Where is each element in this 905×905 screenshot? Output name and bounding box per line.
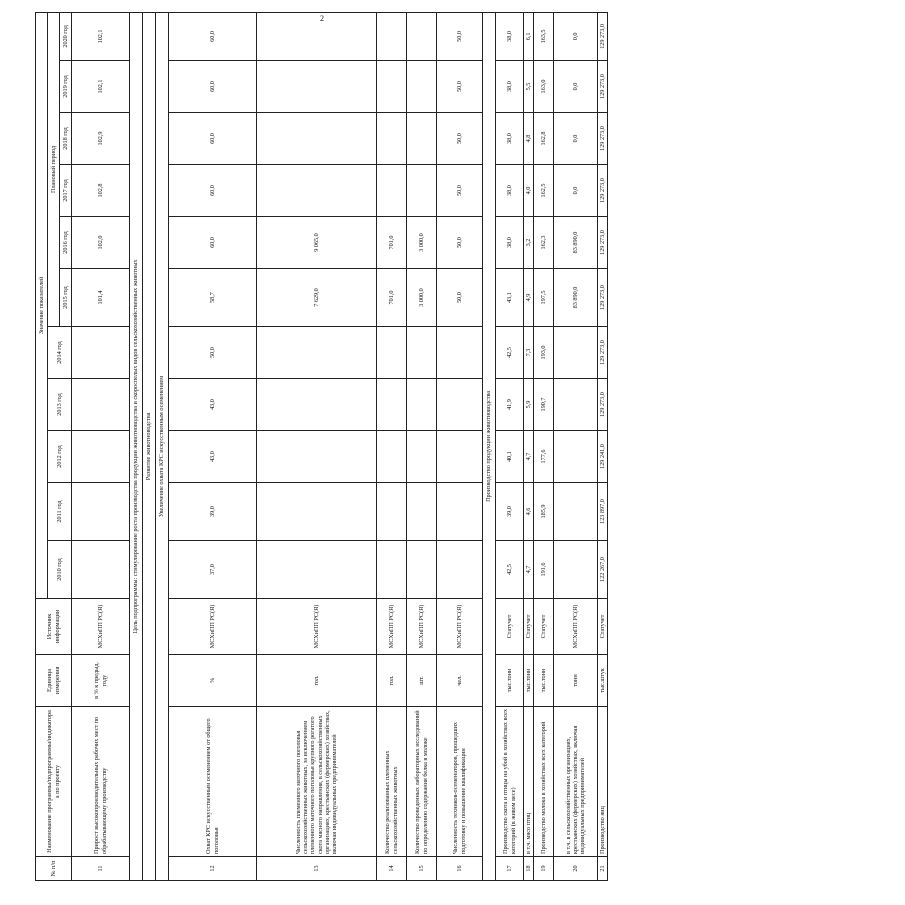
table-row xyxy=(257,12,377,880)
row-value: 43,0 xyxy=(169,431,257,483)
row-source: МСХиПП РС(Я) xyxy=(377,599,407,655)
row-value: 38,0 xyxy=(496,12,524,60)
row-value: 122 267,0 xyxy=(598,541,608,599)
header-plan-group: Плановый период xyxy=(48,12,60,326)
row-value: 43,0 xyxy=(169,379,257,431)
row-value: 129 273,0 xyxy=(598,379,608,431)
row-value: 197,5 xyxy=(534,269,554,327)
row-value: 7,3 xyxy=(524,327,534,379)
row-value: 60,0 xyxy=(169,217,257,269)
row-name: Производство яиц xyxy=(598,707,608,857)
row-value: 6,1 xyxy=(524,12,534,60)
table-row xyxy=(407,12,437,880)
row-number: 13 xyxy=(257,857,377,881)
row-value xyxy=(407,12,437,60)
row-value: 101,4 xyxy=(72,269,130,327)
row-value: 40,1 xyxy=(496,431,524,483)
indicators-table xyxy=(35,12,608,881)
row-value xyxy=(377,541,407,599)
row-source: Статучет xyxy=(496,599,524,655)
row-value: 123 897,0 xyxy=(598,483,608,541)
section-production-row xyxy=(483,12,496,880)
row-name: Количество реализованных племенных сельскохозяйственных животных xyxy=(377,707,407,857)
row-value: 50,0 xyxy=(437,61,483,113)
row-value xyxy=(257,379,377,431)
row-unit: тыс.штук xyxy=(598,655,608,707)
table-row xyxy=(169,12,257,880)
row-unit: тыс.тонн xyxy=(524,655,534,707)
row-value xyxy=(377,61,407,113)
row-number: 19 xyxy=(534,857,554,881)
row-value xyxy=(377,327,407,379)
row-value: 50,0 xyxy=(437,165,483,217)
row-value xyxy=(257,431,377,483)
row-value: 43,1 xyxy=(496,269,524,327)
row-value xyxy=(407,379,437,431)
table-row xyxy=(496,12,524,880)
table-row xyxy=(534,12,554,880)
row-number: 15 xyxy=(407,857,437,881)
row-value xyxy=(407,431,437,483)
row-value xyxy=(72,541,130,599)
row-value: 60,0 xyxy=(169,113,257,165)
row-value: 60,0 xyxy=(169,165,257,217)
row-value: 129 273,0 xyxy=(598,217,608,269)
row-value: 129 273,0 xyxy=(598,165,608,217)
row-value: 701,0 xyxy=(377,217,407,269)
row-value xyxy=(377,483,407,541)
row-number: 11 xyxy=(72,857,130,881)
row-value xyxy=(407,113,437,165)
row-value: 9 065,0 xyxy=(257,217,377,269)
row-value xyxy=(72,379,130,431)
row-value: 3 000,0 xyxy=(407,269,437,327)
row-value: 0,0 xyxy=(554,165,598,217)
row-value: 129 273,0 xyxy=(598,12,608,60)
row-name: Производство молока в хозяйствах всех категорий xyxy=(534,707,554,857)
table-row xyxy=(598,12,608,880)
header-year-2011: 2011 год xyxy=(48,483,72,541)
row-value xyxy=(377,12,407,60)
row-value: 191,6 xyxy=(534,541,554,599)
row-unit: % xyxy=(169,655,257,707)
row-value: 50,0 xyxy=(437,217,483,269)
row-value: 4,7 xyxy=(524,541,534,599)
row-value xyxy=(437,541,483,599)
row-value: 38,0 xyxy=(496,61,524,113)
row-value: 58,7 xyxy=(169,269,257,327)
header-year-2013: 2013 год xyxy=(48,379,72,431)
row-value: 39,0 xyxy=(496,483,524,541)
row-source: Статучет xyxy=(524,599,534,655)
row-value: 50,0 xyxy=(437,12,483,60)
row-value: 4,7 xyxy=(524,431,534,483)
row-value: 5,5 xyxy=(524,61,534,113)
row-value: 163,5 xyxy=(534,12,554,60)
row-number: 18 xyxy=(524,857,534,881)
header-source: Источник информации xyxy=(36,599,72,655)
row-value xyxy=(72,483,130,541)
row-value: 50,0 xyxy=(437,269,483,327)
row-name: Численность техников-осеменаторов, прошедших подготовку и повышение квалификации xyxy=(437,707,483,857)
row-value: 50,0 xyxy=(169,327,257,379)
row-value xyxy=(257,113,377,165)
section-insemination-row xyxy=(156,12,169,880)
row-source: МСХиПП РС(Я) xyxy=(407,599,437,655)
row-value: 4,9 xyxy=(524,269,534,327)
header-year-2015: 2015 год xyxy=(60,269,72,327)
row-value xyxy=(407,327,437,379)
row-source: МСХиПП РС(Я) xyxy=(437,599,483,655)
row-unit: в % к предыд. году xyxy=(72,655,130,707)
row-value: 42,5 xyxy=(496,541,524,599)
row-value: 39,0 xyxy=(169,483,257,541)
row-value: 162,8 xyxy=(534,113,554,165)
row-source: Статучет xyxy=(534,599,554,655)
header-year-2010: 2010 год xyxy=(48,541,72,599)
row-value: 102,8 xyxy=(72,165,130,217)
row-value: 50,0 xyxy=(437,113,483,165)
row-value xyxy=(407,165,437,217)
row-value xyxy=(437,483,483,541)
row-value: 0,0 xyxy=(554,12,598,60)
row-value: 60,0 xyxy=(169,61,257,113)
row-value: 38,0 xyxy=(496,217,524,269)
row-value: 177,6 xyxy=(534,431,554,483)
header-year-2020: 2020 год xyxy=(60,12,72,60)
row-unit: тыс.тонн xyxy=(496,655,524,707)
row-value xyxy=(437,431,483,483)
header-year-2012: 2012 год xyxy=(48,431,72,483)
row-value: 0,0 xyxy=(554,113,598,165)
row-value xyxy=(72,431,130,483)
row-value xyxy=(554,483,598,541)
row-source: МСХиПП РС(Я) xyxy=(72,599,130,655)
row-value: 129 273,0 xyxy=(598,113,608,165)
row-unit: шт. xyxy=(407,655,437,707)
row-value: 3 000,0 xyxy=(407,217,437,269)
row-value: 83 890,0 xyxy=(554,217,598,269)
row-value xyxy=(257,61,377,113)
row-value xyxy=(257,541,377,599)
row-number: 20 xyxy=(554,857,598,881)
row-value: 129 273,0 xyxy=(598,269,608,327)
table-row xyxy=(437,12,483,880)
row-source: Статучет xyxy=(598,599,608,655)
row-number: 14 xyxy=(377,857,407,881)
row-value xyxy=(554,431,598,483)
row-value: 190,7 xyxy=(534,379,554,431)
row-value: 41,9 xyxy=(496,379,524,431)
row-source: МСХиПП РС(Я) xyxy=(169,599,257,655)
row-value: 3,2 xyxy=(524,217,534,269)
header-year-2014: 2014 год xyxy=(48,327,72,379)
row-value xyxy=(377,113,407,165)
row-value: 7 629,0 xyxy=(257,269,377,327)
row-unit: тыс.тонн xyxy=(534,655,554,707)
row-value xyxy=(554,379,598,431)
page-number: 2 xyxy=(320,14,324,23)
header-year-2018: 2018 год xyxy=(60,113,72,165)
header-name: Наименование программы/подпрограммы/индикатора а по проекту xyxy=(36,707,72,857)
section-production: Производство продукции животноводства xyxy=(483,12,496,880)
row-value: 4,0 xyxy=(524,165,534,217)
row-unit: тонн xyxy=(554,655,598,707)
row-value xyxy=(554,541,598,599)
header-num: № п/п xyxy=(36,857,72,881)
row-value xyxy=(377,431,407,483)
row-value: 129 273,0 xyxy=(598,61,608,113)
row-value xyxy=(377,165,407,217)
row-value: 162,5 xyxy=(534,165,554,217)
row-name: Количество проведенных лабораторных исследований по определению содержания белка в молоке xyxy=(407,707,437,857)
row-value: 163,0 xyxy=(534,61,554,113)
section-goal: Цель подпрограммы: стимулирование роста производства продукции животноводства и скороспелых видов сельскохозяйственных животных xyxy=(130,12,143,880)
row-name: Прирост высокопроизводительных рабочих мест по обрабатывающему производству xyxy=(72,707,130,857)
row-name: в т.ч. мясо птиц xyxy=(524,707,534,857)
row-unit: чел. xyxy=(437,655,483,707)
row-value xyxy=(257,12,377,60)
row-value: 193,0 xyxy=(534,327,554,379)
row-value: 83 890,0 xyxy=(554,269,598,327)
row-value xyxy=(257,327,377,379)
row-value xyxy=(377,379,407,431)
row-value: 4,8 xyxy=(524,113,534,165)
row-value: 38,0 xyxy=(496,113,524,165)
row-value: 129 273,0 xyxy=(598,327,608,379)
row-unit: гол. xyxy=(257,655,377,707)
row-name: Охват КРС искусственным осеменением от общего поголовья xyxy=(169,707,257,857)
row-value: 60,0 xyxy=(169,12,257,60)
section-goal-row xyxy=(130,12,143,880)
row-value xyxy=(72,327,130,379)
header-year-2017: 2017 год xyxy=(60,165,72,217)
row-value: 102,9 xyxy=(72,113,130,165)
section-insemination: Увеличение охвата КРС искусственным осеменением xyxy=(156,12,169,880)
row-value xyxy=(407,61,437,113)
row-value: 129 241,0 xyxy=(598,431,608,483)
table-row xyxy=(72,12,130,880)
row-number: 21 xyxy=(598,857,608,881)
row-value xyxy=(407,541,437,599)
row-value: 185,9 xyxy=(534,483,554,541)
row-name: Численность племенного маточного поголовья сельскохозяйственных животных, за исключением племенного маточного поголовья крупного рогатого скота мясного направления, в сельскохозяйственных организациях, крестьянских (фермерских) хозяйствах, включая индивидуальных предпринимателей xyxy=(257,707,377,857)
row-source: МСХиПП РС(Я) xyxy=(257,599,377,655)
row-value: 102,1 xyxy=(72,61,130,113)
row-unit: гол. xyxy=(377,655,407,707)
row-name: Производство скота и птицы на убой в хозяйствах всех категорий (в живом весе) xyxy=(496,707,524,857)
row-value xyxy=(257,165,377,217)
row-value xyxy=(407,483,437,541)
row-source: МСХиПП РС(Я) xyxy=(554,599,598,655)
row-value xyxy=(554,327,598,379)
row-value: 5,9 xyxy=(524,379,534,431)
table-row xyxy=(524,12,534,880)
row-value xyxy=(437,379,483,431)
row-number: 17 xyxy=(496,857,524,881)
row-value: 38,0 xyxy=(496,165,524,217)
section-livestock: Развитие животноводства xyxy=(143,12,156,880)
table-row xyxy=(377,12,407,880)
row-value: 42,5 xyxy=(496,327,524,379)
row-number: 16 xyxy=(437,857,483,881)
section-livestock-row xyxy=(143,12,156,880)
header-unit: Единица измерения xyxy=(36,655,72,707)
row-value: 4,6 xyxy=(524,483,534,541)
row-value: 162,3 xyxy=(534,217,554,269)
row-value: 37,0 xyxy=(169,541,257,599)
header-year-2016: 2016 год xyxy=(60,217,72,269)
row-value: 0,0 xyxy=(554,61,598,113)
row-value: 701,0 xyxy=(377,269,407,327)
row-value xyxy=(257,483,377,541)
header-values-group: Значение показателей xyxy=(36,12,48,598)
header-year-2019: 2019 год xyxy=(60,61,72,113)
row-value: 102,0 xyxy=(72,217,130,269)
row-name: в т.ч. в сельскохозяйственных организациях, крестьянских (фермерских) хозяйствах, включая индивидуальных предпринимателей xyxy=(554,707,598,857)
header-row-1 xyxy=(36,12,48,880)
row-number: 12 xyxy=(169,857,257,881)
row-value: 102,1 xyxy=(72,12,130,60)
table-row xyxy=(554,12,598,880)
row-value xyxy=(437,327,483,379)
